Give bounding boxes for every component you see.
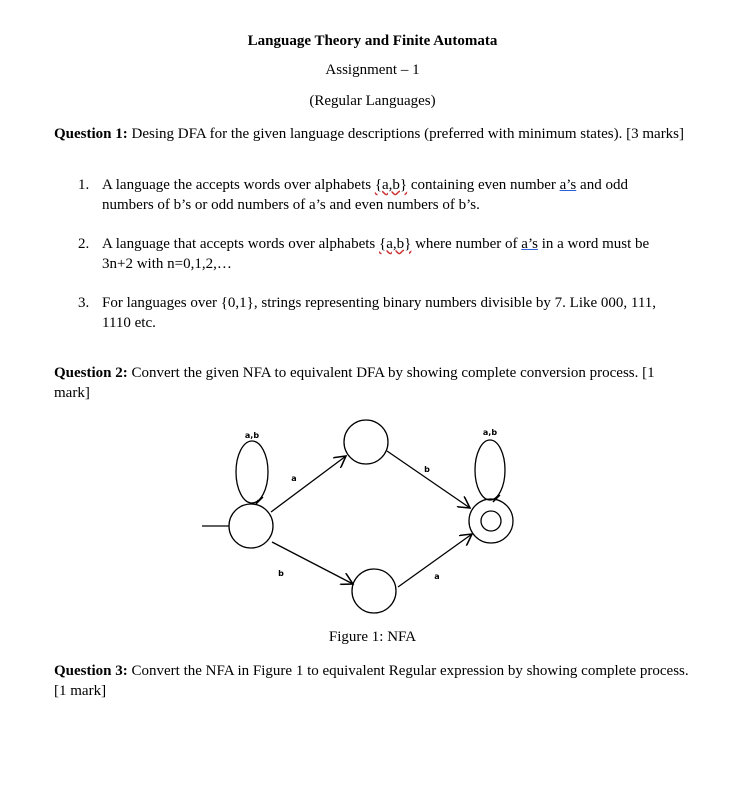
question-2-label: Question 2:	[54, 365, 128, 381]
question-3-label: Question 3:	[54, 663, 128, 679]
label-loop-start: a,b	[244, 431, 260, 440]
question-2	[54, 363, 694, 403]
item-text: For languages over {0,1}, strings representing binary numbers divisible by 7. Like 000, 111, 1110 etc.	[102, 295, 657, 331]
label-a-final: a	[434, 572, 440, 581]
list-item	[78, 293, 678, 333]
document-topic: (Regular Languages)	[309, 93, 436, 109]
label-b-bottom: b	[278, 569, 284, 578]
question-3	[54, 661, 694, 701]
list-number: 2.	[78, 236, 90, 252]
list-item	[78, 234, 678, 274]
question-2-text: Convert the given NFA to equivalent DFA by showing complete conversion process. [1 mark]	[54, 365, 655, 401]
document-subtitle: Assignment – 1	[325, 62, 420, 78]
state-final-inner	[481, 511, 501, 531]
label-loop-final: a,b	[482, 428, 498, 437]
item-text: where number of	[411, 236, 522, 252]
item-text: containing even number	[407, 177, 560, 193]
list-item	[78, 175, 678, 215]
question-1-label: Question 1:	[54, 126, 128, 142]
nfa-diagram	[0, 400, 745, 630]
transition-b-bottom	[272, 542, 353, 584]
state-final	[469, 499, 513, 543]
state-bottom	[352, 569, 396, 613]
figure-caption: Figure 1: NFA	[328, 629, 417, 645]
state-start	[229, 504, 273, 548]
label-b-final: b	[424, 465, 430, 474]
question-1	[54, 124, 694, 144]
state-top	[344, 420, 388, 464]
self-loop-start	[236, 441, 268, 503]
transition-b-final	[387, 451, 470, 508]
item-text: {a,b}	[374, 177, 408, 193]
item-text: a’s	[559, 177, 577, 193]
item-text: a’s	[521, 236, 538, 252]
item-text: and odd numbers of b’s or odd numbers of a’s and even numbers of b’s.	[102, 177, 628, 213]
list-number: 3.	[78, 295, 90, 311]
label-a-top: a	[291, 474, 297, 483]
self-loop-final	[475, 440, 505, 500]
item-text: A language that accepts words over alphabets	[102, 236, 379, 252]
item-text: in a word must be 3n+2 with n=0,1,2,…	[102, 236, 650, 272]
item-text: {a,b}	[379, 236, 412, 252]
list-number: 1.	[78, 177, 90, 193]
question-1-text: Desing DFA for the given language descriptions (preferred with minimum states). [3 marks]	[127, 126, 685, 142]
question-3-text: Convert the NFA in Figure 1 to equivalent Regular expression by showing complete process. [1 mark]	[54, 663, 689, 699]
item-text: A language the accepts words over alphabets	[102, 177, 375, 193]
document-title: Language Theory and Finite Automata	[247, 33, 498, 49]
transition-a-top	[271, 456, 346, 512]
